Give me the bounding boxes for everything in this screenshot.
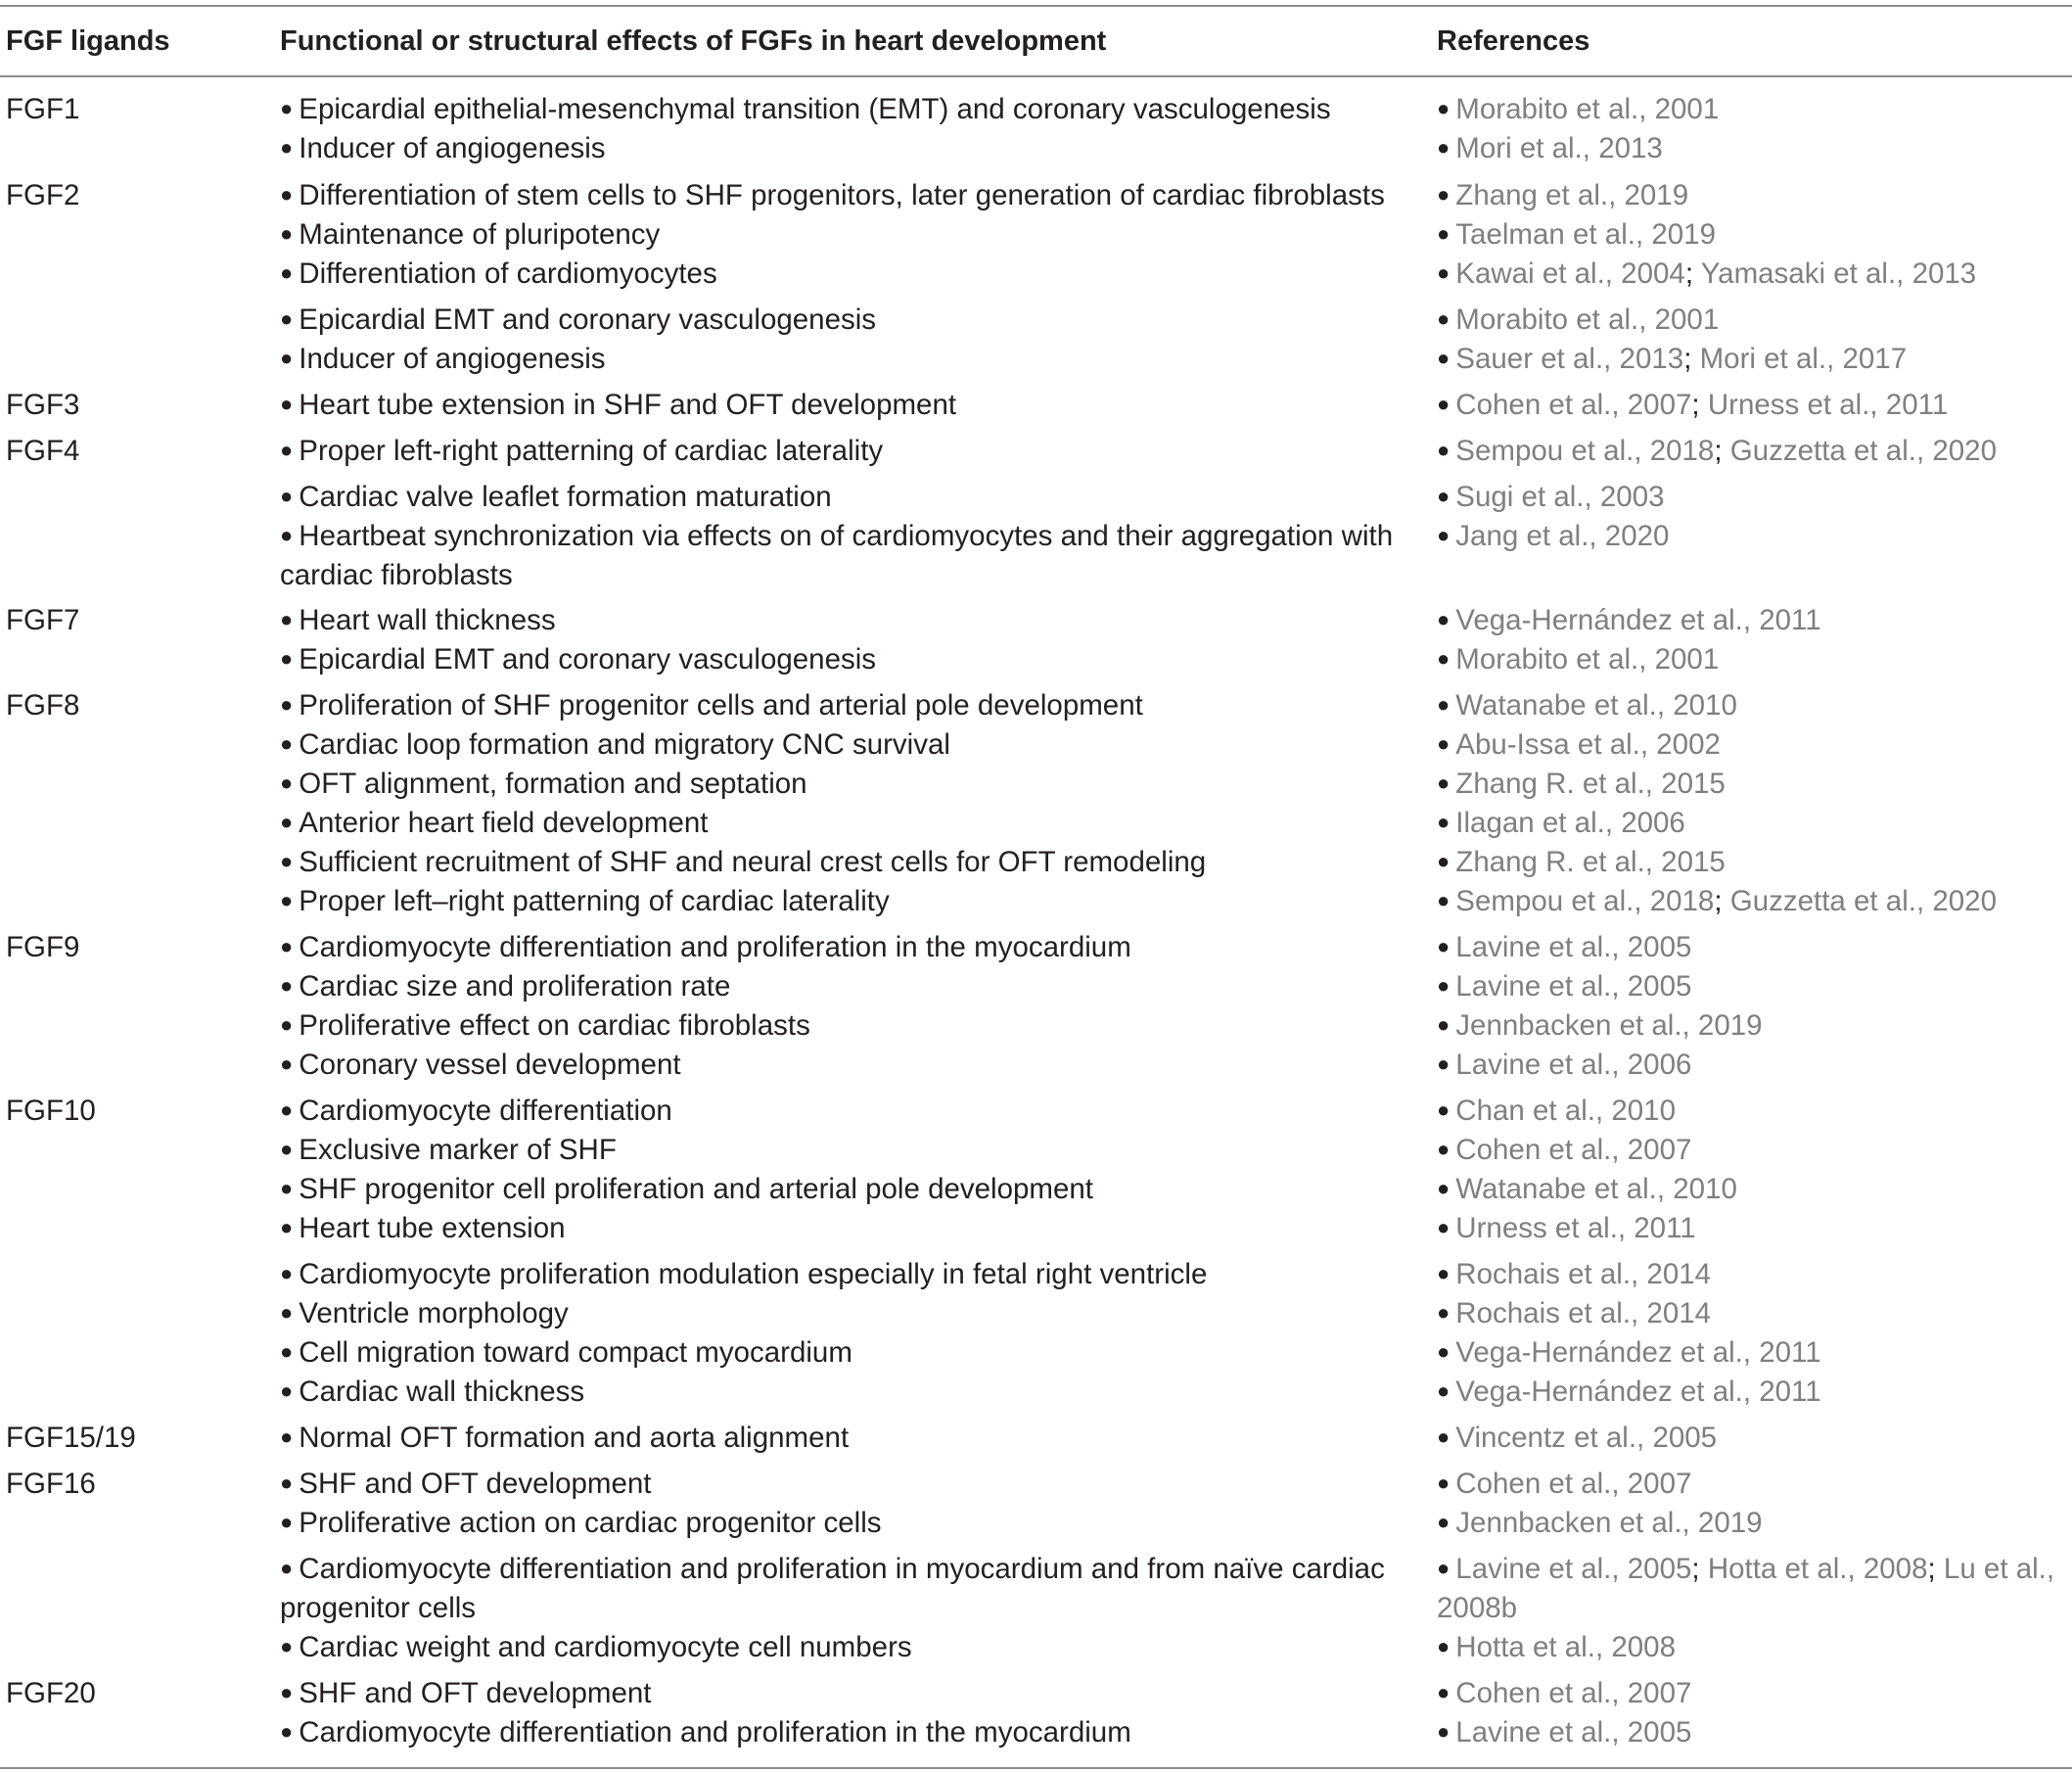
ligand-cell: FGF1	[6, 93, 80, 125]
reference-link: Lavine et al., 2005	[1455, 931, 1692, 963]
bullet-icon: ●	[1437, 849, 1450, 873]
reference-link: Rochais et al., 2014	[1455, 1297, 1712, 1329]
ligand-cell: FGF16	[6, 1468, 96, 1500]
effect-text: Cell migration toward compact myocardium	[299, 1336, 852, 1369]
reference-separator: ;	[1927, 1553, 1944, 1585]
effect-cell	[280, 804, 708, 845]
reference-link: Taelman et al., 2019	[1455, 218, 1716, 251]
effect-text: Cardiac wall thickness	[299, 1376, 585, 1408]
reference-cell	[1437, 1465, 1691, 1506]
bullet-icon: ●	[1437, 484, 1450, 508]
bullet-icon: ●	[280, 1470, 294, 1495]
bullet-icon: ●	[280, 346, 294, 370]
effect-cell	[280, 1628, 912, 1669]
reference-separator: ;	[1691, 389, 1708, 421]
bullet-icon: ●	[280, 934, 294, 958]
effect-text: Cardiac loop formation and migratory CNC survival	[299, 728, 950, 761]
bullet-icon: ●	[1437, 135, 1450, 160]
bullet-icon: ●	[280, 1261, 294, 1285]
reference-cell	[1437, 340, 1907, 381]
bullet-icon: ●	[1437, 1051, 1450, 1076]
effect-text: Epicardial epithelial-mesenchymal transition (EMT) and coronary vasculogenesis	[299, 93, 1331, 125]
reference-cell	[1437, 1674, 1691, 1715]
bullet-icon: ●	[280, 306, 294, 331]
effect-text: Epicardial EMT and coronary vasculogenesis	[299, 643, 877, 676]
ligand-cell: FGF4	[6, 435, 80, 467]
bullet-icon: ●	[280, 770, 294, 795]
reference-link: Cohen et al., 2007	[1455, 389, 1692, 421]
effect-text: Epicardial EMT and coronary vasculogenesis	[299, 303, 877, 336]
reference-cell	[1437, 640, 1719, 681]
bullet-icon: ●	[280, 731, 294, 756]
bullet-icon: ●	[280, 1012, 294, 1037]
effect-cell	[280, 215, 660, 256]
effect-cell	[280, 1131, 617, 1172]
effect-cell	[280, 1294, 569, 1335]
effect-text: Proliferative action on cardiac progenitor cells	[299, 1507, 882, 1539]
bullet-icon: ●	[280, 1215, 294, 1239]
effect-text: Cardiomyocyte proliferation modulation especially in fetal right ventricle	[299, 1258, 1208, 1290]
effect-cell	[280, 1373, 584, 1414]
reference-link: Urness et al., 2011	[1455, 1212, 1696, 1244]
reference-link: Hotta et al., 2008	[1707, 1553, 1928, 1585]
reference-link: Jennbacken et al., 2019	[1455, 1009, 1763, 1042]
effect-cell	[280, 967, 730, 1008]
effect-cell	[280, 928, 1131, 969]
reference-link: Yamasaki et al., 2013	[1700, 257, 1977, 290]
effect-text: Exclusive marker of SHF	[299, 1134, 617, 1166]
reference-link: Vega-Hernández et al., 2011	[1455, 604, 1821, 636]
reference-cell	[1437, 1170, 1737, 1211]
ligand-cell: FGF8	[6, 689, 80, 722]
effect-text: Differentiation of stem cells to SHF progenitors, later generation of cardiac fibroblasts	[299, 179, 1385, 211]
reference-cell	[1437, 1131, 1691, 1172]
bullet-icon: ●	[280, 1300, 294, 1325]
bullet-icon: ●	[1437, 1339, 1450, 1364]
effect-cell	[280, 517, 1393, 558]
ligand-cell: FGF7	[6, 604, 80, 636]
bullet-icon: ●	[280, 438, 294, 462]
bullet-icon: ●	[1437, 1378, 1450, 1403]
reference-cell	[1437, 129, 1663, 170]
reference-link: Lavine et al., 2006	[1455, 1049, 1692, 1081]
effect-cell	[280, 1674, 651, 1715]
bullet-icon: ●	[1437, 1176, 1450, 1200]
reference-link: Chan et al., 2010	[1455, 1095, 1676, 1127]
reference-link: Vega-Hernández et al., 2011	[1455, 1376, 1821, 1408]
effect-cell	[280, 1419, 849, 1460]
reference-link: Ilagan et al., 2006	[1455, 807, 1685, 839]
bullet-icon: ●	[1437, 1680, 1450, 1704]
bullet-icon: ●	[1437, 646, 1450, 671]
reference-link: Morabito et al., 2001	[1455, 643, 1720, 676]
effect-cell	[280, 1046, 681, 1087]
reference-link: Zhang et al., 2019	[1455, 179, 1689, 211]
reference-link: Jennbacken et al., 2019	[1455, 1507, 1763, 1539]
effect-text: Heart tube extension in SHF and OFT development	[299, 389, 957, 421]
effect-text: Differentiation of cardiomyocytes	[299, 257, 717, 290]
bullet-icon: ●	[1437, 1424, 1450, 1449]
reference-cell	[1437, 517, 1669, 558]
reference-cell	[1437, 1294, 1711, 1335]
reference-link: Lavine et al., 2005	[1455, 970, 1692, 1003]
effect-cell	[280, 301, 876, 342]
bullet-icon: ●	[1437, 607, 1450, 631]
reference-link: Zhang R. et al., 2015	[1455, 768, 1726, 800]
reference-link: Lavine et al., 2005	[1455, 1553, 1692, 1585]
effect-text: Maintenance of pluripotency	[299, 218, 661, 251]
effect-text: Cardiomyocyte differentiation	[299, 1095, 672, 1127]
effect-cell	[280, 1092, 672, 1133]
effect-text: Normal OFT formation and aorta alignment	[299, 1422, 850, 1454]
bullet-icon: ●	[280, 1176, 294, 1200]
effect-cell	[280, 386, 956, 427]
effect-cell	[280, 129, 606, 170]
effect-cell	[280, 255, 717, 296]
table-bottom-rule	[0, 1767, 2072, 1769]
reference-separator: ;	[1684, 257, 1701, 290]
reference-cell	[1437, 1550, 2054, 1591]
ligand-cell: FGF10	[6, 1095, 96, 1127]
bullet-icon: ●	[280, 646, 294, 671]
effect-cell	[280, 340, 606, 381]
reference-link: Zhang R. et al., 2015	[1455, 846, 1726, 878]
bullet-icon: ●	[280, 1378, 294, 1403]
bullet-icon: ●	[280, 1339, 294, 1364]
reference-cell-continuation: 2008b	[1437, 1592, 1518, 1624]
bullet-icon: ●	[280, 1051, 294, 1076]
ligand-cell: FGF3	[6, 389, 80, 421]
bullet-icon: ●	[1437, 934, 1450, 958]
reference-cell	[1437, 928, 1691, 969]
reference-link: Cohen et al., 2007	[1455, 1134, 1692, 1166]
reference-link: Hotta et al., 2008	[1455, 1631, 1676, 1663]
bullet-icon: ●	[280, 523, 294, 547]
bullet-icon: ●	[280, 1719, 294, 1744]
bullet-icon: ●	[1437, 1012, 1450, 1037]
effect-text: Cardiomyocyte differentiation and proliferation in the myocardium	[299, 931, 1131, 963]
bullet-icon: ●	[1437, 523, 1450, 547]
effect-text: Cardiac valve leaflet formation maturation	[299, 481, 832, 513]
bullet-icon: ●	[280, 1634, 294, 1658]
effect-cell	[280, 1550, 1385, 1591]
bullet-icon: ●	[1437, 1556, 1450, 1580]
effect-cell	[280, 1170, 1093, 1211]
bullet-icon: ●	[1437, 1719, 1450, 1744]
effect-cell	[280, 843, 1206, 884]
effect-text: Cardiac weight and cardiomyocyte cell numbers	[299, 1631, 912, 1663]
reference-separator: ;	[1714, 435, 1730, 467]
reference-cell	[1437, 1255, 1711, 1296]
reference-link: Kawai et al., 2004	[1455, 257, 1685, 290]
reference-cell	[1437, 1046, 1691, 1087]
reference-cell	[1437, 1628, 1676, 1669]
bullet-icon: ●	[1437, 973, 1450, 998]
reference-link: Mori et al., 2013	[1455, 132, 1663, 164]
reference-link: Morabito et al., 2001	[1455, 303, 1720, 336]
effect-text: Heart wall thickness	[299, 604, 556, 636]
effect-text: Inducer of angiogenesis	[299, 343, 606, 375]
bullet-icon: ●	[1437, 1215, 1450, 1239]
bullet-icon: ●	[280, 1097, 294, 1122]
reference-cell	[1437, 301, 1719, 342]
reference-separator: ;	[1691, 1553, 1708, 1585]
ligand-cell: FGF15/19	[6, 1422, 136, 1454]
reference-link: Cohen et al., 2007	[1455, 1468, 1692, 1500]
bullet-icon: ●	[280, 888, 294, 912]
reference-cell	[1437, 255, 1976, 296]
reference-link: Urness et al., 2011	[1707, 389, 1949, 421]
effect-cell	[280, 1255, 1207, 1296]
bullet-icon: ●	[280, 96, 294, 120]
reference-link: Sempou et al., 2018	[1455, 885, 1715, 917]
bullet-icon: ●	[1437, 346, 1450, 370]
ligand-cell: FGF2	[6, 179, 80, 211]
effect-cell	[280, 478, 832, 519]
ligand-cell: FGF9	[6, 931, 80, 963]
reference-link: Morabito et al., 2001	[1455, 93, 1720, 125]
effect-cell	[280, 640, 876, 681]
reference-link: Cohen et al., 2007	[1455, 1677, 1692, 1709]
effect-text: SHF progenitor cell proliferation and arterial pole development	[299, 1173, 1093, 1205]
header-references: References	[1437, 25, 1590, 57]
reference-cell	[1437, 601, 1821, 642]
bullet-icon: ●	[280, 849, 294, 873]
bullet-icon: ●	[1437, 1261, 1450, 1285]
effect-text: SHF and OFT development	[299, 1677, 652, 1709]
reference-link: Abu-Issa et al., 2002	[1455, 728, 1721, 761]
bullet-icon: ●	[1437, 438, 1450, 462]
reference-link: Guzzetta et al., 2020	[1729, 435, 1997, 467]
bullet-icon: ●	[280, 1137, 294, 1161]
effect-text: Proliferation of SHF progenitor cells and arterial pole development	[299, 689, 1143, 722]
bullet-icon: ●	[280, 810, 294, 834]
bullet-icon: ●	[280, 1424, 294, 1449]
bullet-icon: ●	[1437, 221, 1450, 246]
reference-link: Sugi et al., 2003	[1455, 481, 1665, 513]
bullet-icon: ●	[1437, 1300, 1450, 1325]
bullet-icon: ●	[280, 607, 294, 631]
effect-text: Ventricle morphology	[299, 1297, 569, 1329]
ligand-cell: FGF20	[6, 1677, 96, 1709]
effect-cell	[280, 765, 807, 806]
reference-link: Sempou et al., 2018	[1455, 435, 1715, 467]
reference-cell	[1437, 1713, 1691, 1754]
reference-link: Vincentz et al., 2005	[1455, 1422, 1718, 1454]
effect-text: Cardiac size and proliferation rate	[299, 970, 731, 1003]
reference-separator: ;	[1683, 343, 1700, 375]
bullet-icon: ●	[1437, 182, 1450, 207]
reference-cell	[1437, 804, 1685, 845]
reference-cell	[1437, 1373, 1821, 1414]
bullet-icon: ●	[1437, 888, 1450, 912]
effect-text: Coronary vessel development	[299, 1049, 681, 1081]
effect-text: SHF and OFT development	[299, 1468, 652, 1500]
bullet-icon: ●	[280, 1510, 294, 1534]
effect-cell-continuation: cardiac fibroblasts	[280, 559, 513, 591]
reference-cell	[1437, 1209, 1696, 1250]
reference-cell	[1437, 725, 1721, 767]
reference-link: Vega-Hernández et al., 2011	[1455, 1336, 1821, 1369]
reference-link: Mori et al., 2017	[1699, 343, 1908, 375]
header-fgf-ligands: FGF ligands	[6, 25, 170, 57]
effect-cell	[280, 1713, 1131, 1754]
reference-cell	[1437, 90, 1719, 131]
reference-cell	[1437, 967, 1691, 1008]
bullet-icon: ●	[280, 692, 294, 717]
table-header-rule	[0, 75, 2072, 77]
bullet-icon: ●	[1437, 260, 1450, 285]
effect-cell	[280, 1465, 651, 1506]
reference-cell	[1437, 1006, 1763, 1048]
reference-cell	[1437, 1333, 1821, 1375]
reference-separator: ;	[1714, 885, 1730, 917]
bullet-icon: ●	[280, 1680, 294, 1704]
bullet-icon: ●	[1437, 306, 1450, 331]
bullet-icon: ●	[280, 973, 294, 998]
effect-cell	[280, 882, 890, 923]
effect-text: Cardiomyocyte differentiation and proliferation in the myocardium	[299, 1716, 1131, 1749]
effect-cell	[280, 1209, 566, 1250]
effect-cell	[280, 686, 1143, 727]
effect-text: Inducer of angiogenesis	[299, 132, 606, 164]
reference-cell	[1437, 1092, 1676, 1133]
reference-cell	[1437, 478, 1665, 519]
reference-link: Sauer et al., 2013	[1455, 343, 1684, 375]
reference-link: Lu et al.,	[1943, 1553, 2055, 1585]
reference-link: Rochais et al., 2014	[1455, 1258, 1712, 1290]
bullet-icon: ●	[1437, 810, 1450, 834]
bullet-icon: ●	[1437, 1097, 1450, 1122]
bullet-icon: ●	[280, 221, 294, 246]
bullet-icon: ●	[1437, 1510, 1450, 1534]
effect-cell	[280, 1333, 852, 1375]
table-top-rule	[0, 5, 2072, 7]
bullet-icon: ●	[1437, 692, 1450, 717]
effect-text: Heartbeat synchronization via effects on of cardiomyocytes and their aggregation with	[299, 520, 1394, 552]
bullet-icon: ●	[1437, 1137, 1450, 1161]
effect-text: Proper left–right patterning of cardiac laterality	[299, 885, 890, 917]
reference-cell	[1437, 765, 1726, 806]
bullet-icon: ●	[1437, 770, 1450, 795]
reference-cell	[1437, 215, 1716, 256]
effect-text: OFT alignment, formation and septation	[299, 768, 807, 800]
reference-cell	[1437, 1419, 1717, 1460]
effect-cell	[280, 601, 556, 642]
effect-cell	[280, 1006, 810, 1048]
reference-cell	[1437, 432, 1997, 473]
bullet-icon: ●	[1437, 96, 1450, 120]
bullet-icon: ●	[1437, 392, 1450, 416]
bullet-icon: ●	[280, 392, 294, 416]
reference-cell	[1437, 1504, 1763, 1545]
effect-cell	[280, 432, 883, 473]
reference-cell	[1437, 686, 1737, 727]
bullet-icon: ●	[280, 260, 294, 285]
effect-cell	[280, 176, 1385, 217]
reference-link: Watanabe et al., 2010	[1455, 689, 1737, 722]
effect-text: Proliferative effect on cardiac fibroblasts	[299, 1009, 810, 1042]
effect-cell-continuation: progenitor cells	[280, 1592, 477, 1624]
effect-text: Cardiomyocyte differentiation and proliferation in myocardium and from naïve cardiac	[299, 1553, 1385, 1585]
effect-text: Anterior heart field development	[299, 807, 709, 839]
bullet-icon: ●	[280, 1556, 294, 1580]
bullet-icon: ●	[280, 182, 294, 207]
effect-cell	[280, 725, 950, 767]
bullet-icon: ●	[1437, 731, 1450, 756]
reference-link: Lavine et al., 2005	[1455, 1716, 1692, 1749]
effect-text: Heart tube extension	[299, 1212, 566, 1244]
bullet-icon: ●	[280, 484, 294, 508]
reference-link: Watanabe et al., 2010	[1455, 1173, 1737, 1205]
reference-cell	[1437, 882, 1997, 923]
effect-cell	[280, 1504, 882, 1545]
effect-text: Sufficient recruitment of SHF and neural crest cells for OFT remodeling	[299, 846, 1207, 878]
effect-text: Proper left-right patterning of cardiac laterality	[299, 435, 884, 467]
reference-cell	[1437, 176, 1688, 217]
bullet-icon: ●	[280, 135, 294, 160]
reference-cell	[1437, 843, 1726, 884]
reference-cell	[1437, 386, 1948, 427]
header-effects: Functional or structural effects of FGFs in heart development	[280, 25, 1107, 57]
reference-link: Guzzetta et al., 2020	[1729, 885, 1997, 917]
effect-cell	[280, 90, 1331, 131]
reference-link: Jang et al., 2020	[1455, 520, 1670, 552]
bullet-icon: ●	[1437, 1634, 1450, 1658]
bullet-icon: ●	[1437, 1470, 1450, 1495]
